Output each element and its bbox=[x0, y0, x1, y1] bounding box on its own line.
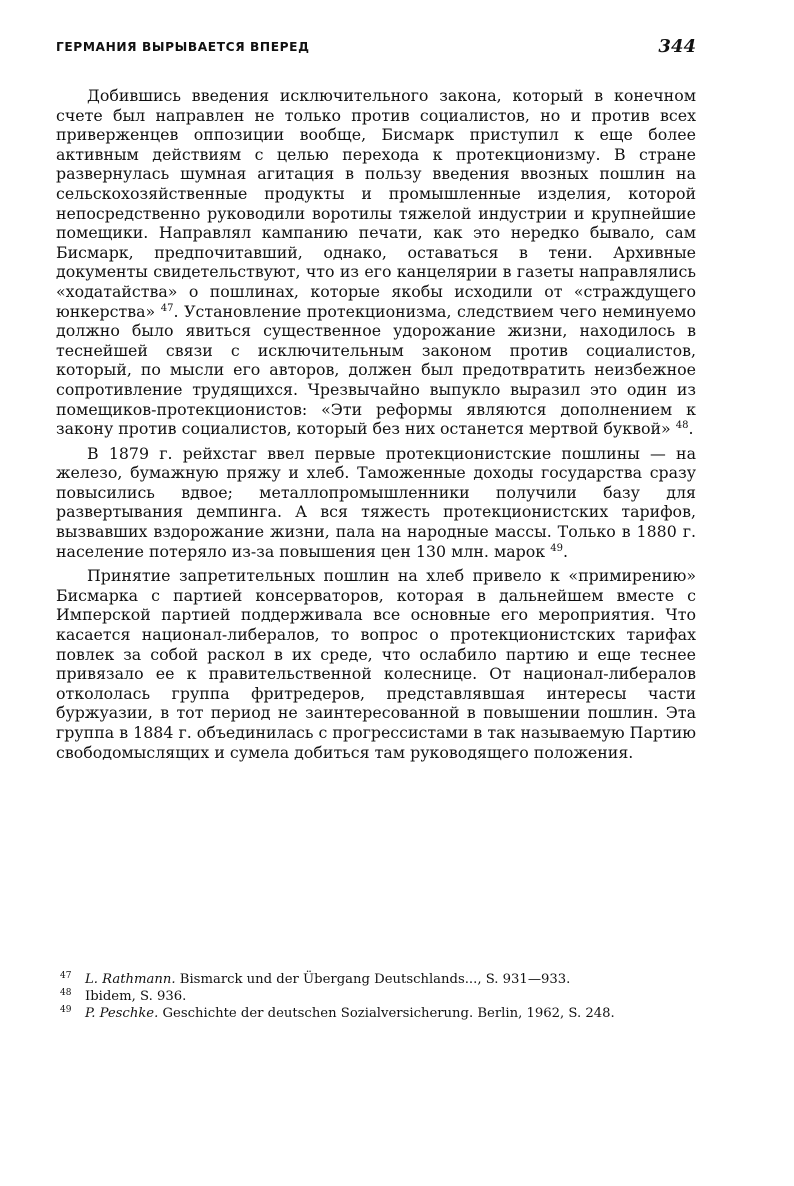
paragraph-text: В 1879 г. рейхстаг ввел первые протекционистские пошлины — на железо, бумажную пряжу и хлеб. Таможенные доходы государства сразу повысились вдвое; металлопромышленники получили базу для развертывания демпинга. А вся тяжесть протекционистских тарифов, вызвавших вздорожание жизни, пала на народные массы. Только в 1880 г. население потеряло из-за повышения цен 130 млн. марок bbox=[56, 443, 696, 561]
paragraph bbox=[56, 86, 696, 439]
footnotes bbox=[56, 971, 696, 1022]
paragraph-text: Принятие запретительных пошлин на хлеб привело к «примирению» Бисмарка с партией консерваторов, которая в дальнейшем вместе с Имперской партией поддерживала все основные его мероприятия. Что касается национал-либералов, то вопрос о протекционистских тарифах повлек за собой раскол в их среде, что ослабило партию и еще теснее привязало ее к правительственной колеснице. От национал-либералов откололась группа фритредеров, представлявшая интересы части буржуазии, в тот период не заинтересованной в повышении пошлин. Эта группа в 1884 г. объединилась с прогрессистами в так называемую Партию свободомыслящих и сумела добиться там руководящего положения. bbox=[56, 566, 696, 762]
footnote-text: Bismarck und der Übergang Deutschlands..., S. 931—933. bbox=[175, 972, 571, 987]
footnote-text: Ibidem, S. 936. bbox=[85, 989, 187, 1004]
footnote-text: Geschichte der deutschen Sozialversicherung. Berlin, 1962, S. 248. bbox=[158, 1006, 615, 1021]
paragraph bbox=[56, 566, 696, 762]
paragraph-text: . bbox=[688, 419, 694, 439]
running-header bbox=[56, 36, 696, 60]
footnote-ref: 49 bbox=[550, 542, 563, 554]
paragraph-text: Добившись введения исключительного закона, который в конечном счете был направлен не только против социалистов, но и против всех приверженцев оппозиции вообще, Бисмарк приступил к еще более активным действиям с целью перехода к протекционизму. В стране развернулась шумная агитация в пользу введения ввозных пошлин на сельскохозяйственные продукты и промышленные изделия, которой непосредственно руководили воротилы тяжелой индустрии и крупнейшие помещики. Направлял кампанию печати, как это нередко бывало, сам Бисмарк, предпочитавший, однако, оставаться в тени. Архивные документы свидетельствуют, что из его канцелярии в газеты направлялись «ходатайства» о пошлинах, которые якобы исходили от «страждущего юнкерства» bbox=[56, 86, 696, 321]
footnote-number: 49 bbox=[60, 1005, 72, 1015]
paragraph-text: . bbox=[562, 541, 568, 561]
paragraph bbox=[56, 444, 696, 562]
paragraph-text: . Установление протекционизма, следствием чего неминуемо должно было явиться существенное удорожание жизни, находилось в теснейшей связи с исключительным законом против социалистов, который, по мысли его авторов, должен был предотвратить неизбежное сопротивление трудящихся. Чрезвычайно выпукло выразил это один из помещиков-протекционистов: «Эти реформы являются дополнением к закону против социалистов, который без них останется мертвой буквой» bbox=[56, 301, 697, 439]
footnote bbox=[56, 971, 696, 988]
footnote-number: 47 bbox=[60, 971, 72, 981]
footnote-ref: 48 bbox=[675, 420, 689, 432]
footnote-ref: 47 bbox=[160, 302, 174, 314]
running-title: ГЕРМАНИЯ ВЫРЫВАЕТСЯ ВПЕРЕД bbox=[56, 40, 310, 54]
footnote-number: 48 bbox=[60, 988, 72, 998]
footnote-author: P. Peschke. bbox=[85, 1006, 159, 1021]
page-number: 344 bbox=[658, 36, 696, 57]
footnote bbox=[56, 988, 696, 1005]
footnote bbox=[56, 1005, 696, 1022]
footnote-author: L. Rathmann. bbox=[85, 972, 176, 987]
body-text bbox=[56, 86, 696, 767]
